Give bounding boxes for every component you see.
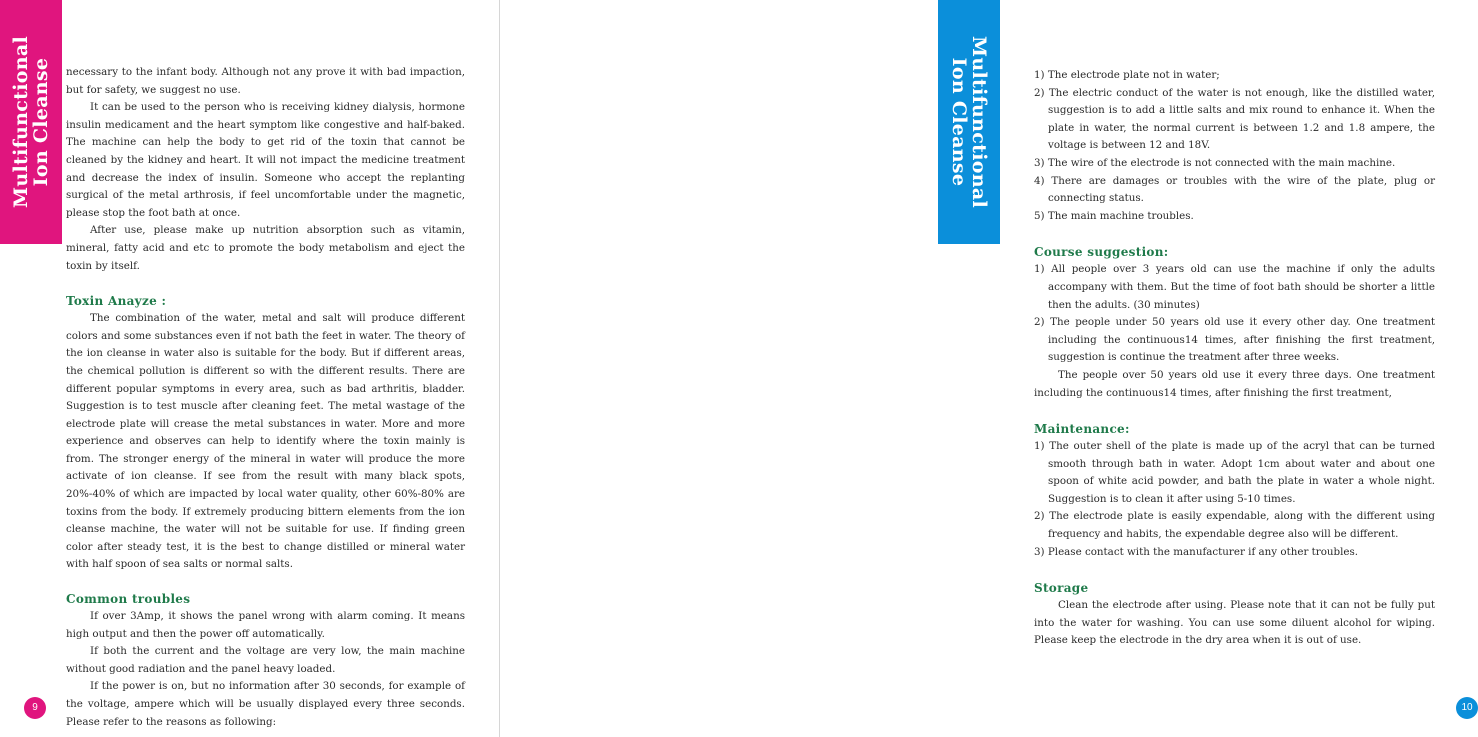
side-tab-line1: Multifunctional [10,36,32,208]
toxin-heading: Toxin Anayze : [66,294,167,309]
reason-item-2: 2) The electric conduct of the water is not enough, like the distilled water, suggestion is to add a little salts and mix round to enhance it. When the plate in water, the normal current is between 1.2 and 1.8 ampere, the voltage is between 12 and 18V. [1034,86,1435,152]
page-number-right: 10 [1456,697,1478,719]
left-page [0,0,500,737]
troubles-paragraph-3: If the power is on, but no information after 30 seconds, for example of the voltage, ampere which will be usually displayed every three seconds. Please refer to the reasons as following: [66,680,465,728]
storage-paragraph: Clean the electrode after using. Please note that it can not be fully put into the water for washing. You can use some diluent alcohol for wiping. Please keep the electrode in the dry area when it is out of use. [1034,599,1435,647]
reason-item-5: 5) The main machine troubles. [1034,209,1194,222]
side-tab-line2: Ion Cleanse [30,57,52,187]
reason-item-3: 3) The wire of the electrode is not connected with the main machine. [1034,156,1396,169]
reason-item-4: 4) There are damages or troubles with the wire of the plate, plug or connecting status. [1034,174,1435,205]
intro-paragraph-1: necessary to the infant body. Although not any prove it with bad impaction, but for safety, we suggest no use. [66,66,465,96]
maintenance-item-3: 3) Please contact with the manufacturer if any other troubles. [1034,545,1359,558]
page-number-left: 9 [24,697,46,719]
course-heading: Course suggestion: [1034,245,1169,260]
side-tab-line2: Ion Cleanse [948,57,970,187]
side-tab-line1: Multifunctional [968,36,990,208]
storage-heading: Storage [1034,581,1089,596]
right-column [1034,67,1435,650]
troubles-paragraph-1: If over 3Amp, it shows the panel wrong with alarm coming. It means high output and then the power off automatically. [66,610,465,640]
left-column [66,64,465,731]
intro-paragraph-2: It can be used to the person who is receiving kidney dialysis, hormone insulin medicament and the heart symptom like congestive and half-baked. The machine can help the body to get rid of the toxin that cannot be cleaned by the kidney and heart. It will not impact the medicine treatment and decrease the index of insulin. Someone who accept the replanting surgical of the metal arthrosis, if feel uncomfortable under the magnetic, please stop the foot bath at once. [66,101,465,219]
reason-item-1: 1) The electrode plate not in water; [1034,69,1220,81]
maintenance-item-2: 2) The electrode plate is easily expendable, along with the different using frequency and habits, the expendable degree also will be different. [1034,510,1435,541]
right-page [500,0,1473,737]
course-item-1: 1) All people over 3 years old can use the machine if only the adults accompany with them. But the time of foot bath should be shorter a little then the adults. (30 minutes) [1034,263,1435,311]
maintenance-item-1: 1) The outer shell of the plate is made up of the acryl that can be turned smooth through bath in water. Adopt 1cm about water and about one spoon of white acid powder, and bath the plate in water a whole night. Suggestion is to clean it after using 5-10 times. [1034,440,1435,505]
side-tab-title [949,2,989,242]
toxin-paragraph: The combination of the water, metal and salt will produce different colors and some substances even if not bath the feet in water. The theory of the ion cleanse in water also is suitable for the body. But if different areas, the chemical pollution is different so with the different results. There are different popular symptoms in every area, such as bad arthritis, bladder. Suggestion is to test muscle after cleaning feet. The metal wastage of the electrode plate will crease the metal substances in water. More and more experience and observes can help to identify where the toxin mainly is from. The stronger energy of the mineral in water will produce the more activate of ion cleanse. If see from the result with many black spots, 20%-40% of which are impacted by local water quality, other 60%-80% are toxins from the body. If extremely producing bittern elements from the ion cleanse machine, the water will not be suitable for use. If finding green color after steady test, it is the best to change distilled or mineral water with half spoon of sea salts or normal salts. [66,312,465,571]
side-tab-right [938,0,1000,244]
troubles-heading: Common troubles [66,592,191,607]
course-note: The people over 50 years old use it every three days. One treatment including the continuous14 times, after finishing the first treatment, [1034,368,1435,399]
maintenance-heading: Maintenance: [1034,422,1130,437]
side-tab-title [11,2,51,242]
intro-paragraph-3: After use, please make up nutrition absorption such as vitamin, mineral, fatty acid and etc to promote the body metabolism and eject the toxin by itself. [66,224,465,272]
course-item-2: 2) The people under 50 years old use it every other day. One treatment including the continuous14 times, after finishing the first treatment, suggestion is continue the treatment after three weeks. [1034,316,1435,364]
troubles-paragraph-2: If both the current and the voltage are very low, the main machine without good radiation and the panel heavy loaded. [66,645,465,675]
side-tab-left [0,0,62,244]
